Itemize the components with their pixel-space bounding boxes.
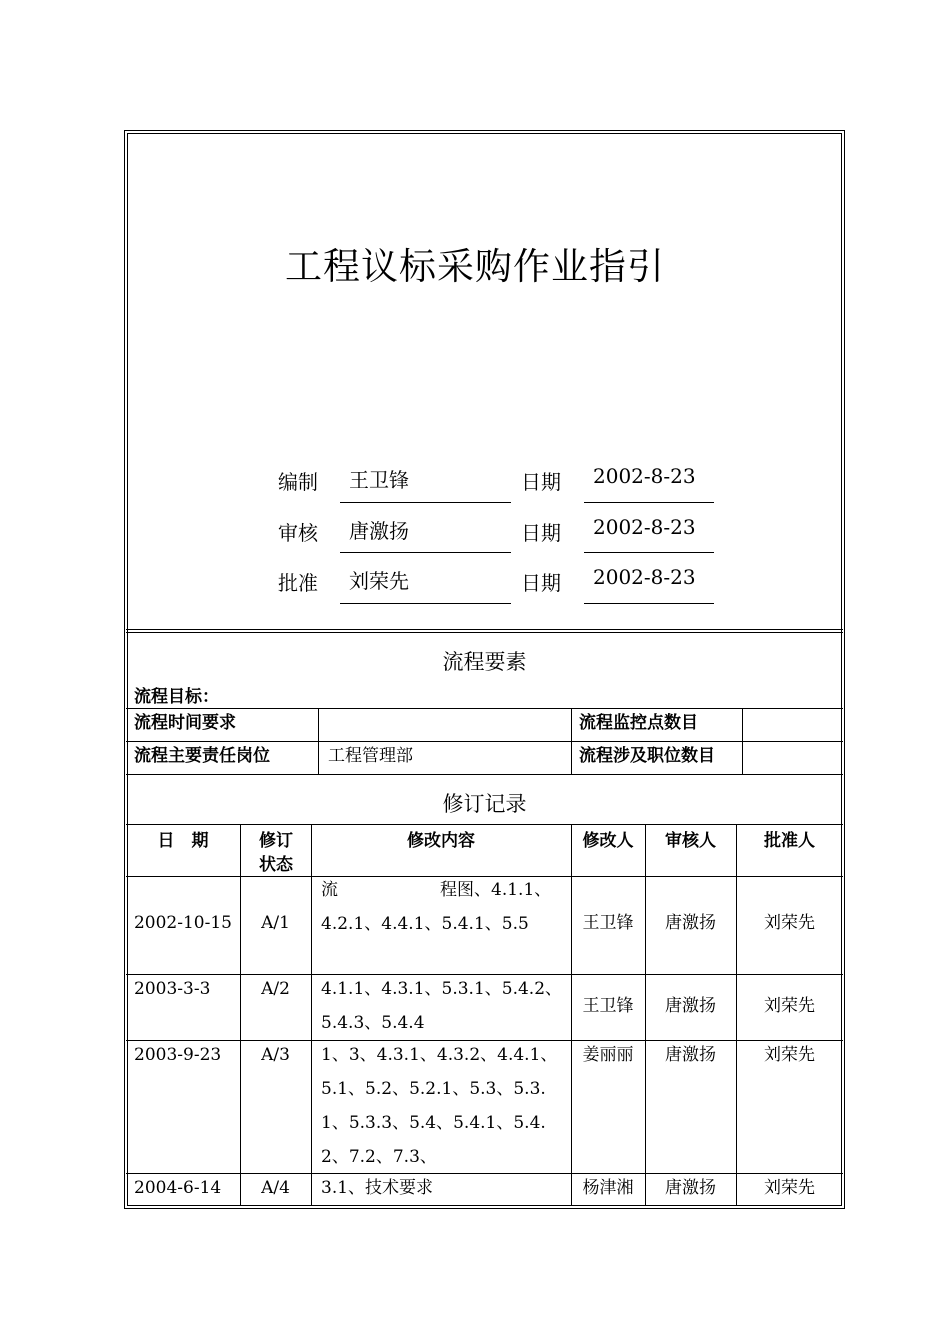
sig-date-prepared: 2002-8-23 xyxy=(584,464,714,503)
revision-approver: 刘荣先 xyxy=(764,1178,815,1198)
separator-line xyxy=(126,629,843,630)
sig-name-prepared: 王卫锋 xyxy=(340,464,511,503)
revision-approver: 刘荣先 xyxy=(764,913,815,933)
revision-date: 2003-3-3 xyxy=(134,979,211,999)
sig-name-approved: 刘荣先 xyxy=(340,565,511,604)
revision-reviewer: 唐激扬 xyxy=(665,996,716,1016)
process-owner-value: 工程管理部 xyxy=(328,746,413,766)
revision-date: 2004-6-14 xyxy=(134,1178,222,1198)
revision-content: 3.1、技术要求 xyxy=(321,1178,434,1198)
sig-date-label-reviewed: 日期 xyxy=(521,521,561,545)
table-line xyxy=(240,824,241,1206)
revision-status: A/1 xyxy=(261,913,290,933)
revision-content: 流 程图、4.1.1、4.2.1、4.4.1、5.4.1、5.5 xyxy=(321,880,552,934)
sig-label-approved: 批准 xyxy=(278,571,318,595)
process-monitor-label: 流程监控点数目 xyxy=(579,713,698,733)
revision-editor: 姜丽丽 xyxy=(582,1045,634,1065)
revisions-heading: 修订记录 xyxy=(442,792,527,816)
table-line xyxy=(126,774,843,775)
revision-status: A/3 xyxy=(261,1045,290,1065)
col-header-content: 修改内容 xyxy=(407,831,475,851)
revision-reviewer: 唐激扬 xyxy=(665,913,716,933)
table-line xyxy=(318,708,319,774)
revision-approver: 刘荣先 xyxy=(764,1045,815,1065)
sig-label-prepared: 编制 xyxy=(278,470,318,494)
separator-line xyxy=(126,632,843,633)
process-owner-label: 流程主要责任岗位 xyxy=(134,746,270,766)
revision-content: 1、3、4.3.1、4.3.2、4.4.1、5.1、5.2、5.2.1、5.3、5.3.1、5.3.3、5.4、5.4.1、5.4.2、7.2、7.3、 xyxy=(321,1045,558,1167)
sig-date-approved: 2002-8-23 xyxy=(584,565,714,604)
revision-reviewer: 唐激扬 xyxy=(665,1045,716,1065)
col-header-status: 修订状态 xyxy=(259,831,293,875)
col-header-date: 日 期 xyxy=(157,831,209,851)
revision-editor: 王卫锋 xyxy=(582,996,634,1016)
revision-approver: 刘荣先 xyxy=(764,996,815,1016)
col-header-editor: 修改人 xyxy=(582,831,634,851)
sig-date-label-approved: 日期 xyxy=(521,571,561,595)
process-time-label: 流程时间要求 xyxy=(134,713,236,733)
revision-editor: 王卫锋 xyxy=(582,913,634,933)
process-goal-label: 流程目标： xyxy=(134,687,219,707)
revision-date: 2003-9-23 xyxy=(134,1045,222,1065)
process-heading: 流程要素 xyxy=(442,650,527,674)
table-line xyxy=(742,708,743,774)
revision-status: A/4 xyxy=(261,1178,290,1198)
sig-name-reviewed: 唐激扬 xyxy=(340,515,511,553)
sig-date-reviewed: 2002-8-23 xyxy=(584,515,714,553)
process-positions-label: 流程涉及职位数目 xyxy=(579,746,715,766)
table-line xyxy=(311,824,312,1206)
table-line xyxy=(571,708,572,774)
col-header-reviewer: 审核人 xyxy=(665,831,716,851)
revision-content: 4.1.1、4.3.1、5.3.1、5.4.2、5.4.3、5.4.4 xyxy=(321,979,563,1033)
revision-status: A/2 xyxy=(261,979,290,999)
revision-editor: 杨津湘 xyxy=(582,1178,634,1198)
sig-label-reviewed: 审核 xyxy=(278,521,318,545)
sig-date-label-prepared: 日期 xyxy=(521,470,561,494)
document-title: 工程议标采购作业指引 xyxy=(285,245,665,288)
revision-date: 2002-10-15 xyxy=(133,913,232,933)
revision-reviewer: 唐激扬 xyxy=(665,1178,716,1198)
col-header-approver: 批准人 xyxy=(764,831,815,851)
